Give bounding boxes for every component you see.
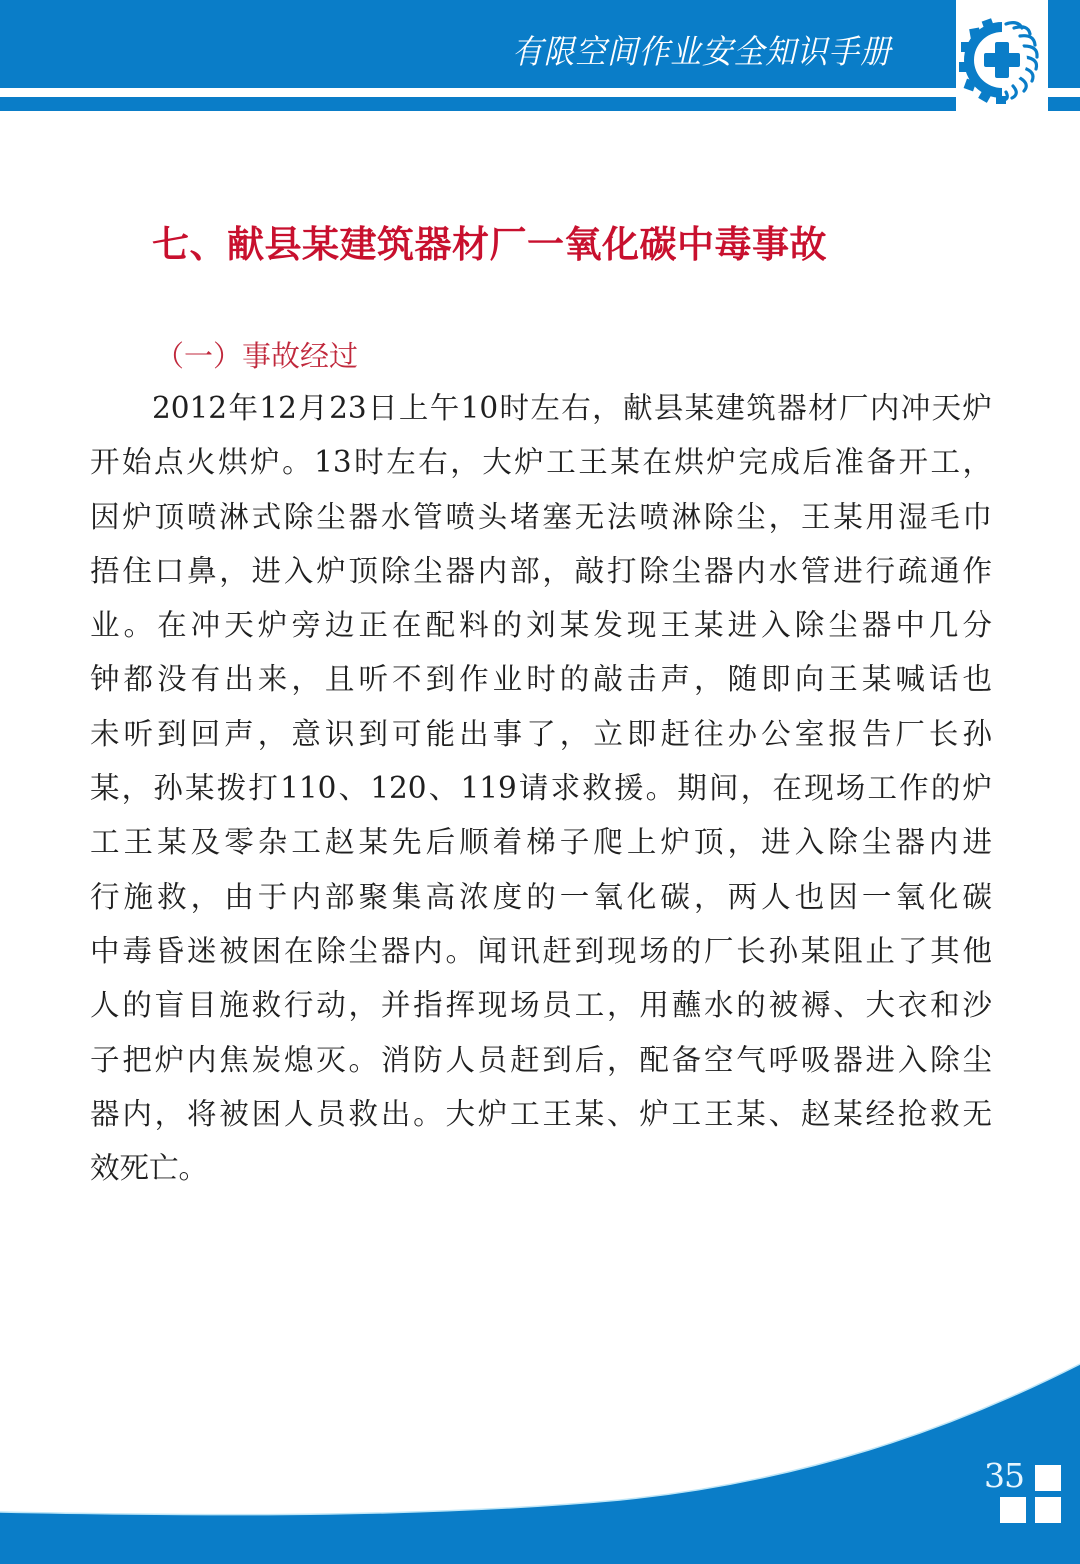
square-bottom-left xyxy=(1000,1497,1026,1523)
body-line: 钟都没有出来，且听不到作业时的敲击声，随即向王某喊话也 xyxy=(90,662,992,697)
body-line: 2012年12月23日上午10时左右，献县某建筑器材厂内冲天炉 xyxy=(152,391,992,425)
header-right-strip xyxy=(1048,0,1080,111)
square-top-right xyxy=(1035,1465,1061,1491)
body-line: 未听到回声，意识到可能出事了，立即赶往办公室报告厂长孙 xyxy=(90,716,992,751)
logo-container xyxy=(956,0,1048,112)
body-line: 人的盲目施救行动，并指挥现场员工，用蘸水的被褥、大衣和沙 xyxy=(90,988,992,1023)
body-line: 因炉顶喷淋式除尘器水管喷头堵塞无法喷淋除尘，王某用湿毛巾 xyxy=(90,499,992,534)
header-accent-stripe xyxy=(0,97,1080,111)
body-line: 某，孙某拨打110、120、119请求救援。期间，在现场工作的炉 xyxy=(90,771,992,806)
body-line: 中毒昏迷被困在除尘器内。闻讯赶到现场的厂长孙某阻止了其他 xyxy=(90,933,992,968)
body-line: 工王某及零杂工赵某先后顺着梯子爬上炉顶，进入除尘器内进 xyxy=(90,825,992,860)
body-paragraph xyxy=(90,381,992,1195)
safety-gear-wheat-cross-icon xyxy=(956,14,1048,106)
body-line: 行施救，由于内部聚集高浓度的一氧化碳，两人也因一氧化碳 xyxy=(90,879,992,914)
chapter-title: 七、献县某建筑器材厂一氧化碳中毒事故 xyxy=(152,222,827,266)
header-right-strip-gap xyxy=(1048,88,1080,97)
body-line: 器内，将被困人员救出。大炉工王某、炉工王某、赵某经抢救无 xyxy=(90,1096,992,1131)
footer-wave-decoration xyxy=(0,1340,1080,1564)
body-line: 业。在冲天炉旁边正在配料的刘某发现王某进入除尘器中几分 xyxy=(90,608,992,643)
manual-title: 有限空间作业安全知识手册 xyxy=(512,32,892,71)
body-line: 效死亡。 xyxy=(90,1151,209,1186)
body-line: 捂住口鼻，进入炉顶除尘器内部，敲打除尘器内水管进行疏通作 xyxy=(90,553,992,588)
body-line: 子把炉内焦炭熄灭。消防人员赶到后，配备空气呼吸器进入除尘 xyxy=(90,1042,992,1077)
section-heading: （一）事故经过 xyxy=(155,339,359,373)
square-bottom-right xyxy=(1035,1497,1061,1523)
header-divider-stripe xyxy=(0,88,1080,97)
page-number: 35 xyxy=(984,1456,1024,1495)
body-line: 开始点火烘炉。13时左右，大炉工王某在烘炉完成后准备开工， xyxy=(90,445,992,480)
